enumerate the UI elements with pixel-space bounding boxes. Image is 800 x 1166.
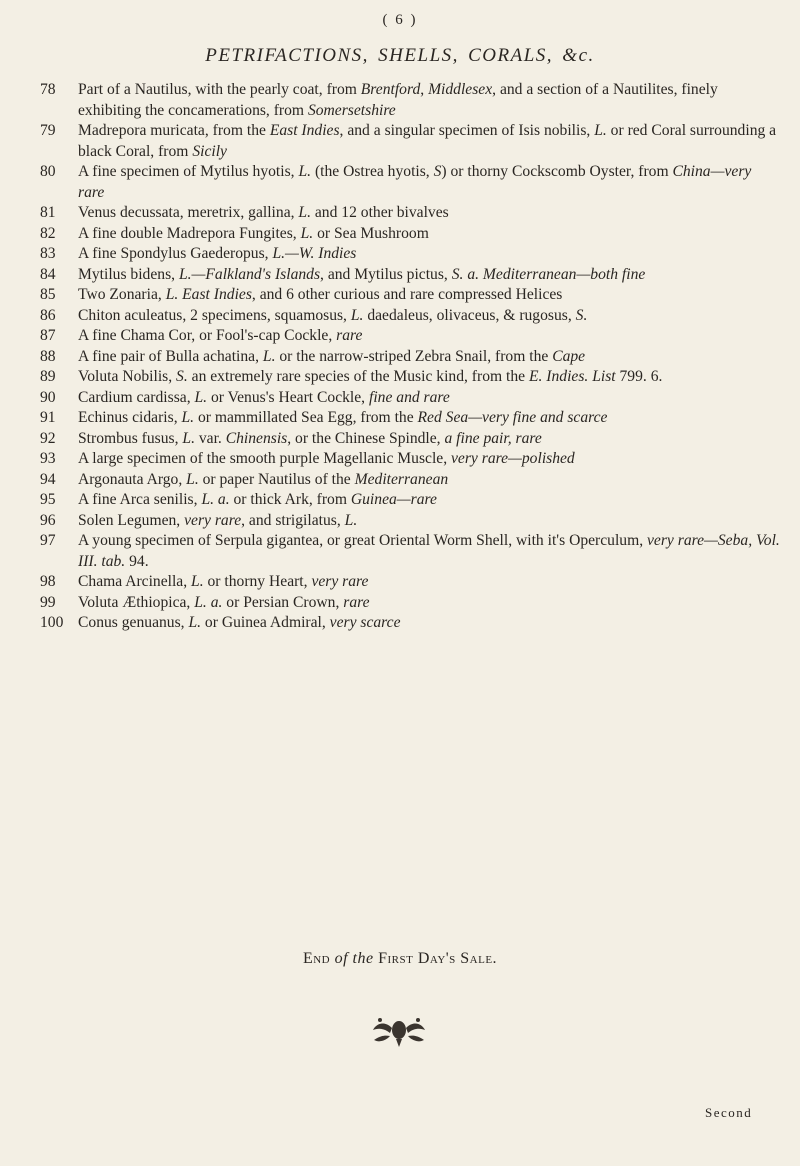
lot-description: Two Zonaria, L. East Indies, and 6 other curious and rare compressed Helices [78,286,563,303]
lot-description: Argonauta Argo, L. or paper Nautilus of the Mediterranean [78,470,449,488]
lot-number: 88 [40,347,56,365]
lot-entry [40,265,780,286]
lot-entry [40,511,780,532]
lot-number: 86 [40,306,56,324]
lot-number: 87 [40,327,56,344]
lot-number: 97 [40,532,56,549]
lot-entry [40,306,780,327]
lot-number: 94 [40,470,56,488]
lot-number: 83 [40,245,56,262]
lot-list [40,80,780,634]
lot-number: 100 [40,614,64,631]
printers-ornament-icon [370,1016,428,1048]
lot-entry [40,121,780,162]
lot-number: 95 [40,491,56,508]
lot-number: 81 [40,204,56,221]
lot-number: 79 [40,122,56,139]
lot-entry [40,285,780,306]
lot-description: Strombus fusus, L. var. Chinensis, or the Chinese Spindle, a fine pair, rare [78,429,542,447]
lot-description: A fine Arca senilis, L. a. or thick Ark, from Guinea—rare [78,491,437,508]
page-header: PETRIFACTIONS, SHELLS, CORALS, &c. [205,45,595,66]
lot-entry [40,388,780,409]
lot-description: Cardium cardissa, L. or Venus's Heart Cockle, fine and rare [78,388,450,406]
lot-number: 84 [40,265,56,283]
lot-number: 89 [40,368,56,385]
lot-number: 90 [40,388,56,406]
catchword: Second [705,1105,753,1120]
lot-number: 96 [40,511,56,529]
lot-entry [40,613,780,634]
lot-description: A fine Spondylus Gaederopus, L.—W. Indies [78,245,357,262]
lot-entry [40,593,780,614]
lot-description: A fine double Madrepora Fungites, L. or Sea Mushroom [78,224,429,242]
lot-entry [40,367,780,388]
lot-description: A large specimen of the smooth purple Magellanic Muscle, very rare—polished [78,450,575,467]
lot-number: 85 [40,286,56,303]
lot-entry [40,224,780,245]
lot-number: 99 [40,593,56,611]
lot-entry [40,449,780,470]
lot-entry [40,244,780,265]
lot-description: A fine pair of Bulla achatina, L. or the narrow-striped Zebra Snail, from the Cape [78,347,586,365]
lot-number: 91 [40,409,56,426]
lot-description: A fine specimen of Mytilus hyotis, L. (the Ostrea hyotis, S) or thorny Cockscomb Oyster, from China—very rare [78,163,752,201]
lot-description: Solen Legumen, very rare, and strigilatus, L. [78,511,358,529]
lot-entry [40,490,780,511]
lot-description: Echinus cidaris, L. or mammillated Sea Egg, from the Red Sea—very fine and scarce [78,409,608,426]
lot-entry [40,408,780,429]
lot-description: Chiton aculeatus, 2 specimens, squamosus, L. daedaleus, olivaceus, & rugosus, S. [78,306,588,324]
lot-entry [40,347,780,368]
lot-description: Voluta Æthiopica, L. a. or Persian Crown, rare [78,593,370,611]
lot-description: A fine Chama Cor, or Fool's-cap Cockle, rare [78,327,363,344]
lot-description: Conus genuanus, L. or Guinea Admiral, very scarce [78,614,401,631]
lot-description: Chama Arcinella, L. or thorny Heart, very rare [78,573,369,590]
lot-number: 93 [40,450,56,467]
lot-description: Mytilus bidens, L.—Falkland's Islands, and Mytilus pictus, S. a. Mediterranean—both fine [78,265,646,283]
lot-number: 78 [40,81,56,98]
end-of-sale-line: End of the First Day's Sale. [302,950,498,967]
lot-description: A young specimen of Serpula gigantea, or great Oriental Worm Shell, with it's Operculum, very rare—Seba, Vol. III. tab. 94. [78,532,780,570]
lot-number: 82 [40,224,56,242]
lot-description: Part of a Nautilus, with the pearly coat, from Brentford, Middlesex, and a section of a Nautilites, finely exhibiting the concamerations, from Somersetshire [78,81,718,119]
lot-entry [40,326,780,347]
page-number: ( 6 ) [382,12,418,28]
lot-description: Madrepora muricata, from the East Indies, and a singular specimen of Isis nobilis, L. or red Coral surrounding a black Coral, from Sicily [78,122,777,160]
lot-number: 98 [40,573,56,590]
lot-description: Venus decussata, meretrix, gallina, L. and 12 other bivalves [78,204,449,221]
lot-number: 80 [40,163,56,180]
lot-entry [40,429,780,450]
lot-entry [40,80,780,121]
lot-entry [40,572,780,593]
lot-entry [40,531,780,572]
lot-entry [40,470,780,491]
lot-description: Voluta Nobilis, S. an extremely rare species of the Music kind, from the E. Indies. List 799. 6. [78,368,663,385]
lot-entry [40,162,780,203]
lot-entry [40,203,780,224]
lot-number: 92 [40,429,56,447]
